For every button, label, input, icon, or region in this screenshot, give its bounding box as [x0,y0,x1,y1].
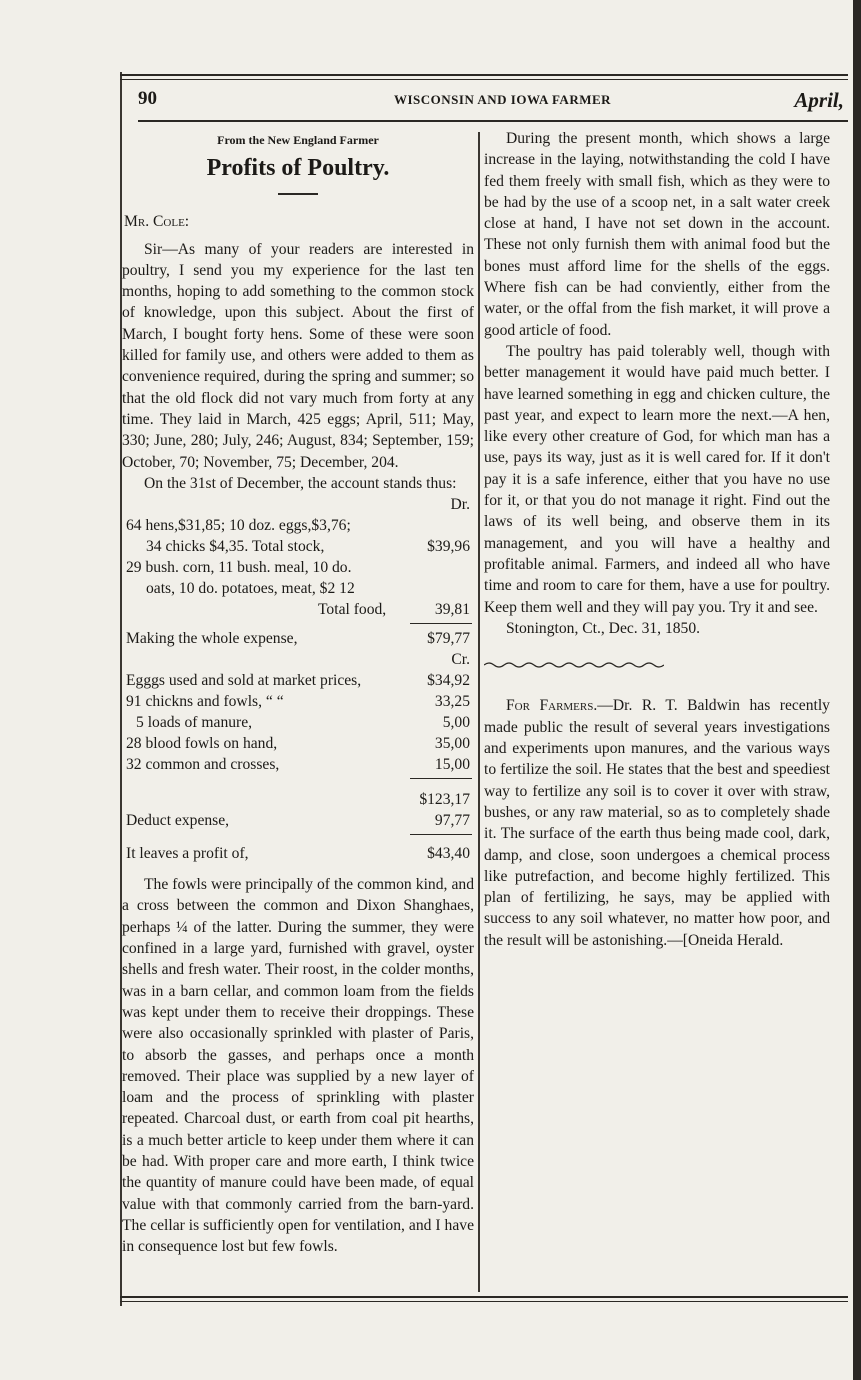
account-amount: $123,17 [419,791,470,809]
account-line: 34 chicks $4,35. Total stock, [146,538,325,556]
top-rule [120,74,848,76]
running-header [138,88,848,118]
sum-rule [122,831,474,843]
article-paragraph: During the present month, which shows a large increase in the laying, notwithstanding the cold I have fed them freely with small fish, which as they were to be had by the use of a scoop net, in a salt water creek close at hand, I have not set down in the account. These not only furnish them with animal food but the bones must afford lime for the shells of the eggs. Where fish can be had conviently, either from the water, or the offal from the fish market, it will prove a good article of food. [484,130,830,339]
sum-rule [122,775,474,789]
left-column [122,128,474,1258]
account-line: 5 loads of manure, [136,714,253,732]
salutation: Mr. Cole: [124,213,190,231]
article-paragraph: The poultry has paid tolerably well, though with better management it would have paid much better. I have learned something in egg and chicken culture, the past year, and expect to learn more the next.—A hen, like every other creature of God, for which man has a use, pays its way, just as it is well cared for. If it don't pay it is a safe inference, either that you have no use for it, or that you do not manage it right. Find out the laws of its well being, and observe them in its management, and you will have a healthy and profitable animal. Farmers, and indeed all who have time and room to care for them, have a use for poultry. Keep them well and they will pay you. Try it and see. [484,342,830,616]
bottom-rule-thin [120,1301,848,1302]
account-line: Total food, [318,601,387,619]
header-rule [138,120,848,122]
account-line: oats, 10 do. potatoes, meat, $2 12 [146,580,355,598]
account-line: Making the whole expense, [126,630,298,648]
page-edge-shadow [853,0,861,1380]
account-amount: $39,96 [427,538,470,556]
article-source: From the New England Farmer [217,133,379,147]
account-amount: 5,00 [442,714,470,732]
sum-rule [122,620,474,628]
issue-month: April, [794,88,844,112]
article-paragraph: Sir—As many of your readers are interested in poultry, I send you my experience for the last ten months, hoping to add something to the common stock of knowledge, upon this subject. About the first of March, I bought forty hens. Some of these were soon killed for family use, and others were added to them as convenience required, during the spring and summer; so that the old flock did not vary much from forty at any time. They laid in March, 425 eggs; April, 511; May, 330; June, 280; July, 246; August, 834; September, 159; October, 70; November, 75; December, 204. [122,240,474,471]
ornamental-divider [484,661,664,669]
article2-body: —Dr. R. T. Baldwin has recently made public the result of several years investigations and experiments upon manures, and the various ways to fertilize the soil. He states that the best and speediest way to fertilize any soil is to cover it over with straw, bushes, or any raw material, so as to completely shade it. The surface of the earth thus being made cool, dark, damp, and close, soon undergoes a chemical process like putrefaction, and become highly fertilized. This plan of fertilizing, he says, may be applied with success to any soil whatever, no matter how poor, and the result will be astonishing.—[Oneida Herald. [484,697,830,949]
account-line: Egggs used and sold at market prices, [126,672,362,690]
article-signature: Stonington, Ct., Dec. 31, 1850. [506,619,701,637]
account-amount: $43,40 [427,845,470,863]
account-table [122,494,474,864]
column-divider [478,132,480,1292]
top-rule-thin [120,79,848,80]
account-amount: 97,77 [434,812,470,830]
article-paragraph: The fowls were principally of the common kind, and a cross between the common and Dixon Shanghaes, perhaps ¼ of the latter. During the summer, they were confined in a large yard, furnished with gravel, oyster shells and fresh water. Their roost, in the colder months, was in a barn cellar, and common loam from the fields was kept under them to receive their droppings. These were also occasionally sprinkled with plaster of Paris, to absorb the gasses, and perhaps once a month removed. Their place was supplied by a new layer of loam and the process of sprinkling with plaster repeated. Charcoal dust, or earth from coal pit hearths, is a much better article to keep under them where it can be had. With proper care and more earth, I think twice the quantity of manure could have been made, of equal value with that commonly carried from the barn-yard. The cellar is sufficiently open for ventilation, and I have in consequence lost but few fowls. [122,876,474,1256]
account-line: 28 blood fowls on hand, [126,735,278,753]
article-title: Profits of Poultry. [206,155,390,182]
account-amount: 33,25 [434,693,470,711]
account-line: 32 common and crosses, [126,756,280,774]
page-number: 90 [138,88,157,109]
account-line: It leaves a profit of, [126,845,249,863]
bottom-rule [120,1296,848,1298]
account-line: 91 chickns and fowls, “ “ [126,693,284,711]
article-paragraph: On the 31st of December, the account stands thus: [144,474,457,492]
right-column [484,128,830,951]
account-amount: 39,81 [434,601,470,619]
account-line: 29 bush. corn, 11 bush. meal, 10 do. [126,559,352,577]
publication-title: WISCONSIN AND IOWA FARMER [394,92,612,107]
account-amount: 35,00 [434,735,470,753]
debit-label: Dr. [450,496,470,514]
credit-label: Cr. [451,651,470,669]
article2-paragraph [484,695,830,951]
account-amount: $79,77 [427,630,470,648]
account-line: 64 hens,$31,85; 10 doz. eggs,$3,76; [126,517,351,535]
account-amount: 15,00 [434,756,470,774]
account-amount: $34,92 [427,672,470,690]
account-line: Deduct expense, [126,812,230,830]
article2-lead: For Farmers. [506,697,598,715]
title-rule [278,193,318,195]
